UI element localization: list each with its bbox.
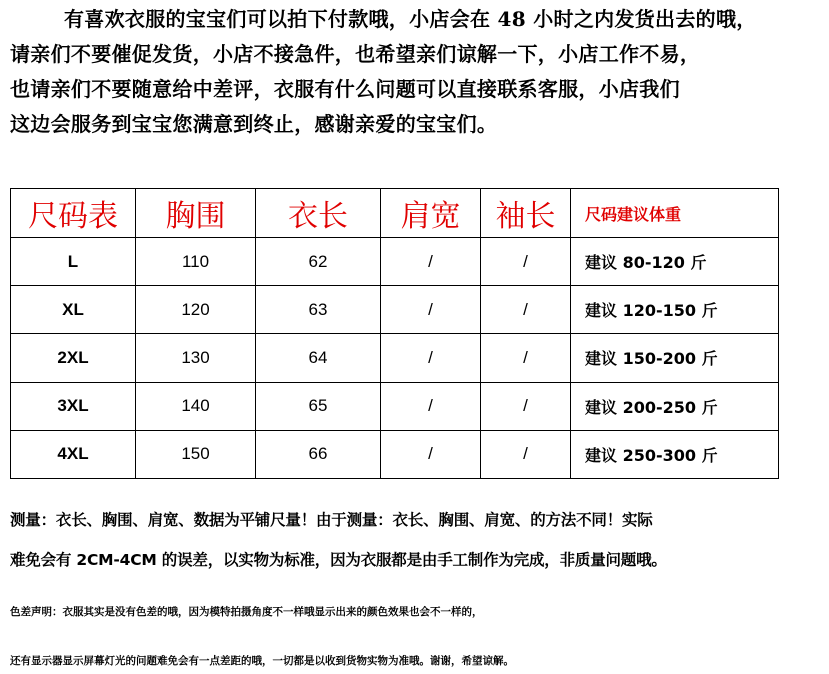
- cell-sleeve: /: [481, 238, 571, 286]
- intro-line: 请亲们不要催促发货，小店不接急件，也希望亲们谅解一下，小店工作不易，: [10, 42, 701, 66]
- table-row: [11, 334, 779, 382]
- cell-length: 62: [256, 238, 381, 286]
- table-row: [11, 430, 779, 478]
- measurement-line: 难免会有 2CM-4CM 的误差，以实物为标准，因为衣服都是由手工制作为完成，非质量问题哦。: [10, 551, 667, 569]
- cell-recommend: 建议 150-200 斤: [571, 334, 779, 382]
- intro-line: 有喜欢衣服的宝宝们可以拍下付款哦，小店会在 48 小时之内发货出去的哦，: [64, 7, 757, 31]
- cell-chest: 150: [136, 430, 256, 478]
- header-shoulder: 肩宽: [381, 189, 481, 238]
- cell-size: 2XL: [11, 334, 136, 382]
- intro-notice: [10, 0, 825, 142]
- cell-sleeve: /: [481, 430, 571, 478]
- color-difference-statement: 色差声明：衣服其实是没有色差的哦，因为模特拍摄角度不一样哦显示出来的颜色效果也会不一样的，: [10, 606, 483, 618]
- cell-sleeve: /: [481, 334, 571, 382]
- cell-size: XL: [11, 286, 136, 334]
- cell-chest: 130: [136, 334, 256, 382]
- cell-shoulder: /: [381, 430, 481, 478]
- measurement-line: 测量：衣长、胸围、肩宽、数据为平铺尺量！由于测量：衣长、胸围、肩宽、的方法不同！实际: [10, 511, 653, 529]
- cell-length: 63: [256, 286, 381, 334]
- header-size: 尺码表: [11, 189, 136, 238]
- cell-chest: 120: [136, 286, 256, 334]
- table-row: [11, 238, 779, 286]
- intro-line: 这边会服务到宝宝您满意到终止，感谢亲爱的宝宝们。: [10, 112, 498, 136]
- cell-recommend: 建议 200-250 斤: [571, 382, 779, 430]
- cell-shoulder: /: [381, 238, 481, 286]
- intro-line: 也请亲们不要随意给中差评，衣服有什么问题可以直接联系客服，小店我们: [10, 77, 680, 101]
- cell-shoulder: /: [381, 286, 481, 334]
- header-chest: 胸围: [136, 189, 256, 238]
- cell-chest: 110: [136, 238, 256, 286]
- cell-length: 66: [256, 430, 381, 478]
- cell-shoulder: /: [381, 382, 481, 430]
- cell-recommend: 建议 120-150 斤: [571, 286, 779, 334]
- size-chart-table: [10, 188, 779, 479]
- table-row: [11, 382, 779, 430]
- cell-size: L: [11, 238, 136, 286]
- cell-recommend: 建议 80-120 斤: [571, 238, 779, 286]
- cell-shoulder: /: [381, 334, 481, 382]
- cell-sleeve: /: [481, 382, 571, 430]
- display-difference-statement: 还有显示器显示屏幕灯光的问题难免会有一点差距的哦，一切都是以收到货物实物为准哦。谢谢，希望谅解。: [10, 655, 514, 667]
- header-length: 衣长: [256, 189, 381, 238]
- cell-chest: 140: [136, 382, 256, 430]
- header-sleeve: 袖长: [481, 189, 571, 238]
- header-recommend-weight: 尺码建议体重: [571, 189, 779, 238]
- table-row: [11, 286, 779, 334]
- size-chart-header-row: [11, 189, 779, 238]
- cell-length: 65: [256, 382, 381, 430]
- cell-size: 3XL: [11, 382, 136, 430]
- measurement-notice: [10, 500, 825, 580]
- cell-size: 4XL: [11, 430, 136, 478]
- cell-sleeve: /: [481, 286, 571, 334]
- cell-length: 64: [256, 334, 381, 382]
- cell-recommend: 建议 250-300 斤: [571, 430, 779, 478]
